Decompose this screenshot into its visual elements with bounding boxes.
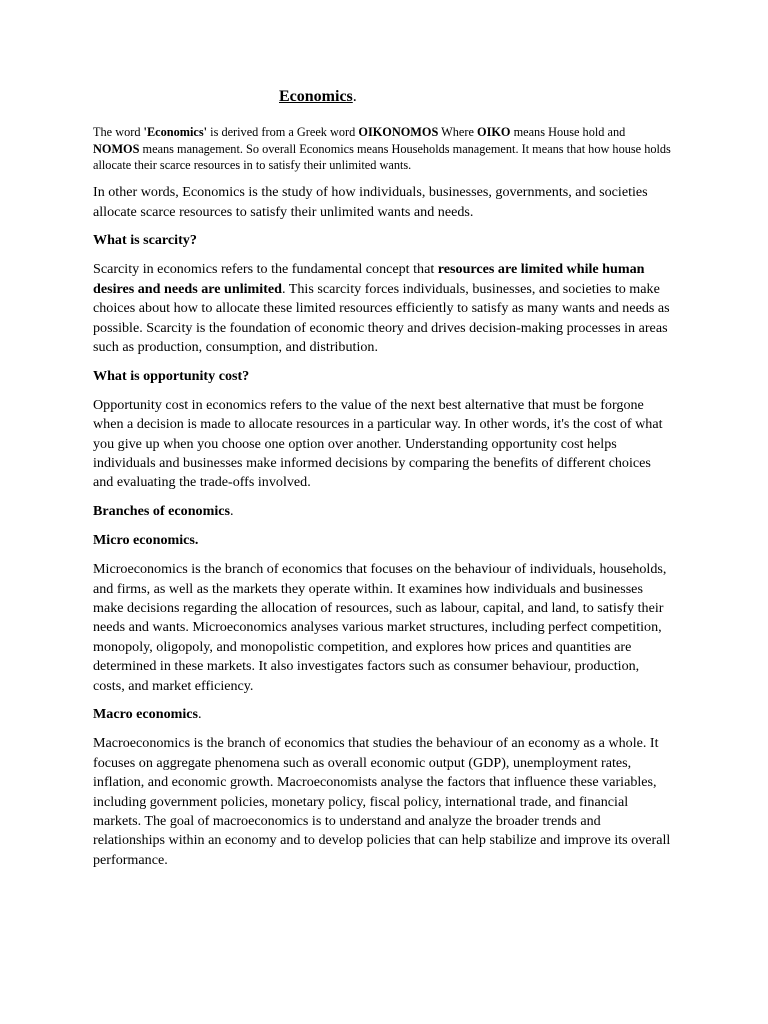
macro-heading	[93, 705, 673, 724]
intro-text: is derived from a Greek word	[207, 125, 359, 139]
opportunity-cost-paragraph: Opportunity cost in economics refers to the value of the next best alternative that must be forgone when a decision is made to allocate resources in a particular way. In other words, it's the cost of what you give up when you choose one option over another. Understanding opportunity cost helps individuals and businesses make informed decisions by comparing the benefits of different choices and evaluating the trade-offs involved.	[93, 396, 663, 491]
intro-bold-oiko: OIKO	[477, 125, 511, 139]
scarcity-paragraph	[93, 260, 673, 357]
macro-heading-text: Macro economics	[93, 706, 199, 723]
scarcity-bold-text: resources are limited while human desires and needs are unlimited	[93, 261, 645, 297]
opportunity-cost-heading-text: What is opportunity cost?	[93, 367, 250, 384]
intro-text: means House hold and	[510, 125, 626, 139]
scarcity-heading	[93, 231, 673, 250]
macro-heading-suffix: .	[198, 706, 202, 723]
document-page	[93, 86, 673, 880]
macro-paragraph: Macroeconomics is the branch of economics that studies the behaviour of an economy as a whole. It focuses on aggregate phenomena such as overall economic output (GDP), unemployment rates, inflation, and economic growth. Macroeconomists analyse the factors that influence these variables, including government policies, monetary policy, fiscal policy, international trade, and financial markets. The goal of macroeconomics is to understand and analyze the broader trends and relationships within an economy and to develop policies that can help stabilize and improve its overall performance.	[93, 735, 671, 868]
scarcity-text: . This scarcity forces individuals, businesses, and societies to make choices about how to allocate these limited resources efficiently to satisfy as many wants and needs as possible. Scarcity is the foundation of economic theory and drives decision-making processes in areas such as production, consumption, and distribution.	[93, 280, 670, 355]
title-text: Economics	[279, 88, 353, 105]
micro-paragraph: Microeconomics is the branch of economics that focuses on the behaviour of individuals, households, and firms, as well as the markets they operate within. It examines how individuals and businesses make decisions regarding the allocation of resources, such as labour, capital, and land, to satisfy their needs and wants. Microeconomics analyses various market structures, including perfect competition, monopoly, oligopoly, and monopolistic competition, and explores how prices and quantities are determined in these markets. It also investigates factors such as consumer behaviour, production, costs, and market efficiency.	[93, 561, 667, 694]
scarcity-heading-text: What is scarcity?	[93, 232, 197, 249]
micro-heading-text: Micro economics.	[93, 532, 199, 549]
intro-bold-economics: 'Economics'	[143, 125, 208, 139]
branches-heading-text: Branches of economics	[93, 503, 231, 520]
branches-heading	[93, 502, 673, 521]
branches-heading-suffix: .	[230, 503, 234, 520]
scarcity-text: Scarcity in economics refers to the fundamental concept that	[93, 261, 438, 278]
intro-text: Where	[438, 125, 478, 139]
document-title	[93, 86, 673, 108]
intro-paragraph	[93, 124, 673, 174]
intro-bold-nomos: NOMOS	[93, 141, 140, 156]
opportunity-cost-heading	[93, 367, 673, 386]
intro-bold-oikonomos: OIKONOMOS	[358, 125, 439, 139]
intro-text: The word	[93, 125, 144, 139]
intro-text: means management. So overall Economics means Households management. It means that how house holds allocate their scarce resources in to satisfy their unlimited wants.	[93, 141, 671, 173]
micro-heading	[93, 531, 673, 550]
title-suffix: .	[352, 88, 357, 105]
definition-paragraph: In other words, Economics is the study of how individuals, businesses, governments, and societies allocate scarce resources to satisfy their unlimited wants and needs.	[93, 184, 648, 220]
